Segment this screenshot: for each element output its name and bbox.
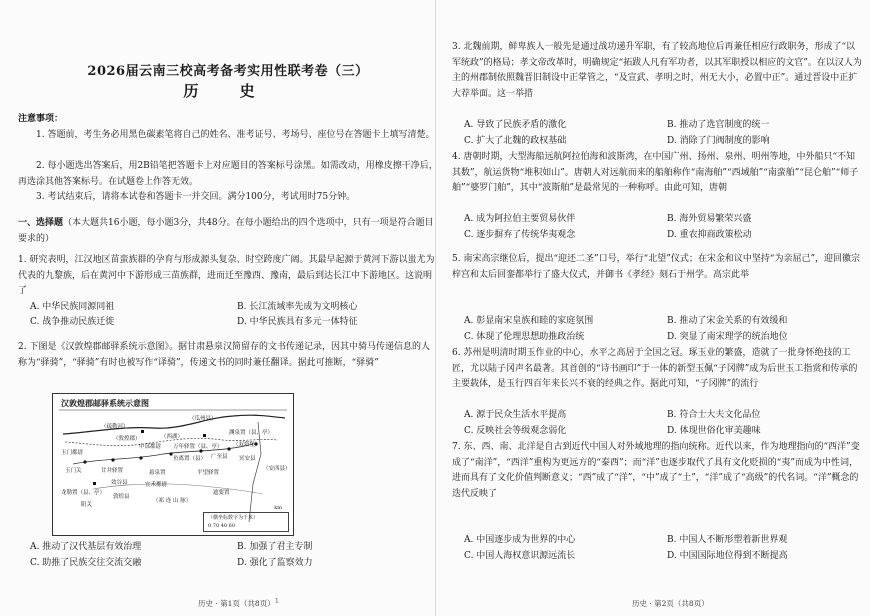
question-2 — [18, 340, 438, 371]
map-label: （西湖） — [161, 434, 184, 440]
town-marker — [141, 430, 144, 433]
footer-right: 历史 · 第2页（共8页） — [632, 599, 709, 608]
map-label: （敦煌郡） — [113, 436, 141, 442]
option-c[interactable]: C. 体现了伦理思想助推政治统 — [464, 331, 585, 342]
question-4-stem: 4. 唐朝时期，大型海船远航阿拉伯海和波斯湾，在中国广州、扬州、泉州、明州等地，中外船只“不知其数”，航运货物“堆积如山”。唐朝人对远航而来的船舶称作“南海舶”“西域舶”“南蛮舶”“昆仑舶”“师子舶”“婆罗门舶”，其中“波斯舶”是最常见的一种称呼。由此可知，唐朝 — [452, 152, 859, 193]
question-2-stem: 2. 下图是《汉敦煌郡邮驿系统示意图》。据甘肃悬泉汉简留存的文书传递记录，因其中骑马传递信息的人称为“驿骑”，“驿骑”有时也被写作“译骑”，传递文书的同时兼任翻译。据此可推断，“驿骑” — [18, 342, 430, 368]
map-label: 甘井驿置 — [101, 468, 124, 474]
map-label: （瓜州县） — [189, 416, 217, 422]
notice-title: 注意事项： — [18, 114, 64, 124]
section-heading — [18, 216, 438, 247]
option-d[interactable]: D. 消除了门阀制度的影响 — [667, 135, 770, 146]
option-b[interactable]: B. 符合士大夫文化品位 — [667, 410, 761, 420]
option-c[interactable]: C. 逐步摒弃了传统华夷观念 — [464, 229, 576, 240]
question-4-options — [452, 212, 864, 243]
option-d[interactable]: D. 强化了监察效力 — [237, 557, 313, 568]
question-3-stem: 3. 北魏前期，鲜卑族人一般先是通过战功递升军职，有了较高地位后再兼任相应行政职务，形成了“以军统政”的格局；孝文帝改革时，明确规定“拓跋人凡有军功者，以其军职授以相应的文官”。在以汉人为主的州郡制依照魏晋旧制设中正掌管之，“及宣武、孝明之时，州无大小，必置中正”。通过晋设中正扩大荐举面。这一举措 — [452, 42, 862, 99]
question-2-options-block — [18, 540, 438, 571]
map-label: （疏勒河） — [101, 424, 129, 430]
south-road — [249, 422, 261, 522]
map-scale-legend — [203, 505, 289, 532]
question-1-options — [18, 300, 438, 331]
option-b[interactable]: B. 加强了君主专制 — [237, 542, 313, 552]
question-3 — [452, 40, 864, 149]
postal-system-map — [52, 393, 294, 536]
option-d[interactable]: D. 重农抑商政策松动 — [667, 229, 752, 240]
option-a[interactable]: A. 源于民众生活水平提高 — [464, 410, 567, 420]
option-b[interactable]: B. 推动了宋金关系的有效缓和 — [667, 316, 788, 326]
question-5-options — [452, 314, 864, 345]
map-label: 玉门关 — [65, 468, 82, 474]
question-6-stem: 6. 苏州是明清时期玉作业的中心，水平之高居于全国之冠。琢玉业的繁盛，造就了一批身怀绝技的工匠，尤以陆子冈声名最著。其首创的“诗书画印”于一体的新型玉佩“子冈牌”成为后世玉工指赏和传承的主要载体，是玉行四百年来长兴不衰的经典之作。据此可知，“子冈牌”的流行 — [452, 348, 858, 389]
map-label: （安西县） — [263, 466, 291, 472]
question-1 — [18, 253, 438, 331]
section-description: （本大题共16小题，每小题3分，共48分。在每小题给出的四个选项中，只有一项是符合题目要求的） — [18, 218, 434, 244]
option-c[interactable]: C. 反映社会等级观念弱化 — [464, 425, 567, 436]
option-a[interactable]: A. 彰显南宋皇族和睦的家庭氛围 — [464, 316, 594, 326]
question-7-stem: 7. 东、西、南、北洋是自古到近代中国人对外域地理的指向统称。近代以来，作为地理指向的“西洋”变成了“南洋”，“西洋”重构为更远方的“泰西”；而“洋”也逐步取代了具有文化贬损的“夷”而成为中性词，进而具有了文化价值判断意义；“西”成了“洋”，“中”成了“土”，“洋”成了“高级”的代名词。“洋”概念的迭代反映了 — [452, 442, 860, 499]
map-label: 渊泉置（县、亭） — [229, 430, 274, 436]
map-label: 敦煌县 — [113, 494, 130, 500]
map-label: 遮要置 — [213, 490, 230, 496]
map-label: 宜禾都尉 — [145, 482, 168, 488]
map-label: 鱼离置（县） — [173, 456, 207, 462]
paper-subject: 历 史 — [183, 82, 273, 100]
option-d[interactable]: D. 突显了南宋理学的统治地位 — [667, 331, 788, 342]
notice-3: 3. 考试结束后，请将本试卷和答题卡一并交回。满分100分，考试用时75分钟。 — [36, 192, 356, 202]
option-a[interactable]: A. 推动了汉代基层有效治理 — [30, 542, 142, 552]
scale-unit: km — [274, 505, 282, 511]
question-5-stem: 5. 南宋高宗继位后，提出“迎还二圣”口号，举行“北望”仪式；在宋金和议中坚持“为亲屈己”，迎回徽宗梓宫和太后回銮都举行了盛大仪式，并御书《孝经》刻石于州学。高宗此举 — [452, 254, 861, 280]
option-d[interactable]: D. 体现世俗化审美趣味 — [667, 425, 761, 436]
question-2-options — [18, 540, 438, 571]
station-marker — [111, 458, 114, 461]
option-b[interactable]: B. 海外贸易繁荣兴盛 — [667, 214, 752, 224]
option-b[interactable]: B. 推动了选官制度的统一 — [667, 120, 770, 130]
option-b[interactable]: B. 中国人不断形塑着新世界观 — [667, 535, 788, 545]
question-7-options — [452, 533, 864, 564]
question-6-options — [452, 408, 864, 439]
option-a[interactable]: A. 中国逐步成为世界的中心 — [464, 535, 576, 545]
question-4 — [452, 150, 864, 243]
notice-2: 2. 每小题选出答案后，用2B铅笔把答题卡上对应题目的答案标号涂黑。如需改动，用橡皮擦干净后，再选涂其他答案标号。在试题卷上作答无效。 — [18, 161, 438, 187]
footer-left: 历史 · 第1页（共8页） — [198, 599, 275, 608]
option-c[interactable]: C. 助推了民族交往交流交融 — [30, 557, 142, 568]
question-5 — [452, 252, 864, 345]
map-title: 汉敦煌郡邮驿系统示意图 — [61, 398, 149, 408]
map-label: 广至县 — [211, 454, 228, 460]
map-label: 中部都尉 — [139, 444, 162, 450]
option-a[interactable]: A. 成为阿拉伯主要贸易伙伴 — [464, 214, 576, 224]
station-marker — [227, 447, 230, 450]
map-label: 平望驿置 — [197, 470, 220, 476]
station-marker — [139, 456, 142, 459]
option-c[interactable]: C. 扩大了北魏的政权基础 — [464, 135, 567, 146]
option-a[interactable]: A. 中华民族同源同祖 — [30, 301, 115, 312]
map-label: 阳关 — [81, 502, 93, 508]
option-d[interactable]: D. 中国国际地位得到不断提高 — [667, 550, 788, 561]
scale-title: （横坐标数字为千米） — [208, 515, 259, 521]
option-a[interactable]: A. 导致了民族矛盾的激化 — [464, 120, 567, 130]
option-c[interactable]: C. 中国人海权意识源远流长 — [464, 550, 576, 561]
section-label: 一、选择题 — [18, 218, 64, 228]
question-1-stem: 1. 研究表明，江汉地区苗蛮族群的孕育与形成源头复杂、时空跨度广阔。其最早起源于黄河下游以蚩尤为代表的九黎族，后在黄河中下游形成三苗族群，进而迁至豫西、豫南，最后到达长江中下游地区。这说明了 — [18, 255, 435, 296]
option-c[interactable]: C. 战争推动民族迁徙 — [30, 317, 115, 327]
paper-title: 2026届云南三校高考备考实用性联考卷（三） — [87, 64, 369, 79]
question-6 — [452, 346, 864, 439]
notice-1: 1. 答题前，考生务必用黑色碳素笔将自己的姓名、准考证号、考场号、座位号在答题卡上填写清楚。 — [36, 130, 435, 140]
map-label: 效谷县 — [111, 480, 128, 486]
town-marker — [203, 434, 206, 437]
town-marker — [93, 482, 96, 485]
map-label: 冥安县 — [239, 456, 256, 462]
question-7 — [452, 440, 864, 564]
station-marker — [83, 460, 86, 463]
map-label: 悬泉置 — [149, 470, 166, 476]
map-label: （双塔堡） — [233, 442, 261, 448]
question-3-options — [452, 118, 864, 149]
map-label: （祁 连 山 脉） — [153, 498, 192, 504]
option-d[interactable]: D. 中华民族具有多元一体特征 — [237, 317, 358, 327]
option-b[interactable]: B. 长江流域率先成为文明核心 — [237, 301, 358, 312]
footer-mid: 1 — [275, 598, 279, 605]
map-label: 玉门都尉 — [61, 450, 84, 456]
scale-numbers: 0 70 40 60 — [208, 523, 236, 529]
map-label: 龙勒置（县、亭） — [61, 490, 106, 496]
map-label: 万年驿置（县、亭） — [173, 444, 223, 450]
